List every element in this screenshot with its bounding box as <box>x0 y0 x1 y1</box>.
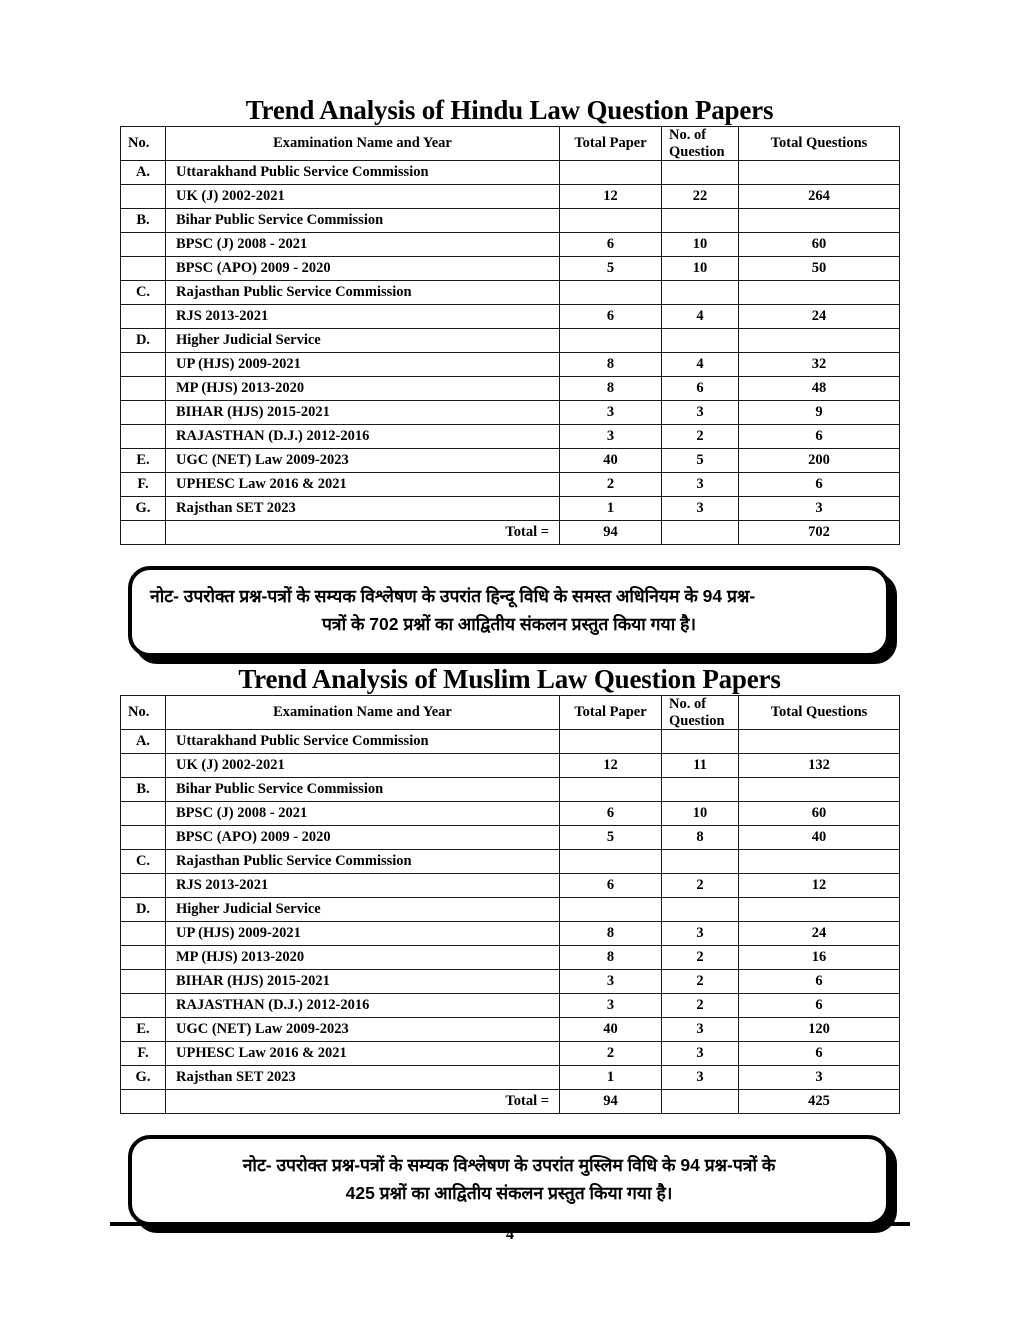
row-examination-name: UPHESC Law 2016 & 2021 <box>166 1041 560 1065</box>
row-total-paper: 3 <box>560 969 662 993</box>
row-examination-name: BIHAR (HJS) 2015-2021 <box>166 969 560 993</box>
row-no-of-question: 3 <box>662 1017 739 1041</box>
row-total-questions: 40 <box>739 825 900 849</box>
total-row-total-paper: 94 <box>560 520 662 544</box>
row-no-of-question <box>662 328 739 352</box>
row-total-paper: 40 <box>560 448 662 472</box>
row-total-paper: 1 <box>560 1065 662 1089</box>
row-total-paper: 40 <box>560 1017 662 1041</box>
row-no-of-question: 11 <box>662 753 739 777</box>
row-examination-name: Rajsthan SET 2023 <box>166 1065 560 1089</box>
row-no: E. <box>121 1017 166 1041</box>
row-total-paper <box>560 849 662 873</box>
row-total-questions <box>739 849 900 873</box>
row-total-paper <box>560 280 662 304</box>
row-no-of-question: 6 <box>662 376 739 400</box>
note-text-line-2: 425 प्रश्नों का आद्वितीय संकलन प्रस्तुत किया गया है। <box>345 1183 673 1204</box>
row-total-paper <box>560 160 662 184</box>
row-total-paper: 5 <box>560 256 662 280</box>
row-no: C. <box>121 280 166 304</box>
row-total-questions <box>739 729 900 753</box>
row-total-paper: 8 <box>560 945 662 969</box>
column-header-question-line2: Question <box>669 712 725 729</box>
row-examination-name: BPSC (APO) 2009 - 2020 <box>166 256 560 280</box>
row-no-of-question: 3 <box>662 1065 739 1089</box>
note-text-line-1: नोट- उपरोक्त प्रश्न-पत्रों के सम्यक विश्लेषण के उपरांत हिन्दू विधि के समस्त अधिनियम के 94 प्रश्न- <box>150 586 756 606</box>
table-row <box>121 729 900 753</box>
page-title-muslim-law: Trend Analysis of Muslim Law Question Papers <box>238 664 781 694</box>
column-header-total-paper: Total Paper <box>560 696 662 729</box>
row-total-paper: 2 <box>560 1041 662 1065</box>
row-no-of-question: 22 <box>662 184 739 208</box>
table-row <box>121 921 900 945</box>
table-header-row <box>121 127 900 160</box>
row-examination-name: BPSC (APO) 2009 - 2020 <box>166 825 560 849</box>
row-no-of-question: 5 <box>662 448 739 472</box>
row-no-of-question: 10 <box>662 256 739 280</box>
row-examination-name: UP (HJS) 2009-2021 <box>166 352 560 376</box>
row-total-paper <box>560 777 662 801</box>
total-row-no <box>121 520 166 544</box>
row-examination-name: Rajasthan Public Service Commission <box>166 280 560 304</box>
row-no <box>121 400 166 424</box>
row-total-questions <box>739 897 900 921</box>
row-no-of-question: 3 <box>662 921 739 945</box>
row-total-paper <box>560 897 662 921</box>
row-no-of-question: 4 <box>662 304 739 328</box>
row-no: B. <box>121 208 166 232</box>
row-examination-name: UGC (NET) Law 2009-2023 <box>166 1017 560 1041</box>
table-row <box>121 753 900 777</box>
column-header-no-of-line1: No. of <box>669 127 707 144</box>
row-examination-name: BPSC (J) 2008 - 2021 <box>166 801 560 825</box>
row-examination-name: RAJASTHAN (D.J.) 2012-2016 <box>166 424 560 448</box>
note-box-border <box>128 566 890 657</box>
row-total-paper: 6 <box>560 801 662 825</box>
row-no-of-question <box>662 729 739 753</box>
row-no <box>121 873 166 897</box>
row-no: G. <box>121 1065 166 1089</box>
row-total-questions <box>739 777 900 801</box>
column-header-examination: Examination Name and Year <box>166 696 560 729</box>
row-no: D. <box>121 328 166 352</box>
table-row <box>121 448 900 472</box>
section-muslim-law <box>120 664 899 1204</box>
row-total-paper: 8 <box>560 376 662 400</box>
total-row-no-of-question <box>662 1089 739 1113</box>
column-header-no: No. <box>121 696 166 729</box>
note-box-muslim-law <box>128 1135 890 1226</box>
column-header-no-of-line1: No. of <box>669 696 707 713</box>
table-row <box>121 993 900 1017</box>
table-row <box>121 472 900 496</box>
table-row <box>121 208 900 232</box>
row-examination-name: BIHAR (HJS) 2015-2021 <box>166 400 560 424</box>
section-hindu-law <box>120 95 899 635</box>
table-row <box>121 969 900 993</box>
row-examination-name: Bihar Public Service Commission <box>166 777 560 801</box>
row-examination-name: UPHESC Law 2016 & 2021 <box>166 472 560 496</box>
row-no <box>121 232 166 256</box>
row-no <box>121 801 166 825</box>
row-no-of-question: 2 <box>662 873 739 897</box>
row-no-of-question <box>662 849 739 873</box>
table-row <box>121 849 900 873</box>
column-header-no-of-question <box>662 696 739 729</box>
row-examination-name: Rajasthan Public Service Commission <box>166 849 560 873</box>
row-total-questions: 6 <box>739 472 900 496</box>
table-row <box>121 304 900 328</box>
row-no <box>121 184 166 208</box>
table-row <box>121 777 900 801</box>
row-no-of-question: 2 <box>662 969 739 993</box>
row-total-paper: 1 <box>560 496 662 520</box>
row-no-of-question: 2 <box>662 993 739 1017</box>
row-no-of-question: 10 <box>662 801 739 825</box>
row-total-paper: 3 <box>560 993 662 1017</box>
page-number: 4 <box>506 1226 514 1243</box>
row-no-of-question <box>662 897 739 921</box>
table-row <box>121 496 900 520</box>
row-total-questions: 3 <box>739 496 900 520</box>
table-row <box>121 376 900 400</box>
note-text-line-2: पत्रों के 702 प्रश्नों का आद्वितीय संकलन प्रस्तुत किया गया है। <box>321 614 697 635</box>
row-total-questions: 3 <box>739 1065 900 1089</box>
column-header-total-paper: Total Paper <box>560 127 662 160</box>
row-total-paper: 6 <box>560 304 662 328</box>
row-examination-name: Bihar Public Service Commission <box>166 208 560 232</box>
row-total-paper: 3 <box>560 424 662 448</box>
row-total-questions <box>739 280 900 304</box>
table-row <box>121 1017 900 1041</box>
row-total-questions: 60 <box>739 801 900 825</box>
row-no <box>121 945 166 969</box>
table-total-row <box>121 1089 900 1113</box>
table-row <box>121 424 900 448</box>
row-examination-name: Higher Judicial Service <box>166 897 560 921</box>
row-no-of-question: 2 <box>662 424 739 448</box>
table-row <box>121 801 900 825</box>
table-row <box>121 280 900 304</box>
row-no-of-question <box>662 777 739 801</box>
column-header-total-questions: Total Questions <box>739 127 900 160</box>
table-row <box>121 184 900 208</box>
row-no-of-question: 8 <box>662 825 739 849</box>
row-examination-name: UK (J) 2002-2021 <box>166 184 560 208</box>
row-total-questions: 60 <box>739 232 900 256</box>
row-no <box>121 753 166 777</box>
row-examination-name: UK (J) 2002-2021 <box>166 753 560 777</box>
row-total-questions: 24 <box>739 921 900 945</box>
row-no <box>121 256 166 280</box>
row-total-questions <box>739 208 900 232</box>
note-box-border <box>128 1135 890 1226</box>
row-total-questions: 16 <box>739 945 900 969</box>
row-examination-name: RJS 2013-2021 <box>166 873 560 897</box>
table-hindu-law <box>120 126 900 544</box>
row-total-questions: 6 <box>739 993 900 1017</box>
table-row <box>121 873 900 897</box>
row-no <box>121 424 166 448</box>
row-no <box>121 825 166 849</box>
row-total-paper: 8 <box>560 921 662 945</box>
table-row <box>121 352 900 376</box>
row-no-of-question: 3 <box>662 1041 739 1065</box>
row-total-questions: 200 <box>739 448 900 472</box>
row-no-of-question: 4 <box>662 352 739 376</box>
row-total-paper: 2 <box>560 472 662 496</box>
row-total-questions: 9 <box>739 400 900 424</box>
row-total-questions: 48 <box>739 376 900 400</box>
row-no-of-question <box>662 208 739 232</box>
table-row <box>121 160 900 184</box>
column-header-question-line2: Question <box>669 143 725 160</box>
note-text-line-1: नोट- उपरोक्त प्रश्न-पत्रों के सम्यक विश्लेषण के उपरांत मुस्लिम विधि के 94 प्रश्न-पत्रों के <box>242 1155 776 1175</box>
row-total-questions <box>739 160 900 184</box>
row-no <box>121 969 166 993</box>
row-total-paper: 6 <box>560 232 662 256</box>
row-total-paper: 12 <box>560 753 662 777</box>
total-row-total-questions: 702 <box>739 520 900 544</box>
row-examination-name: Uttarakhand Public Service Commission <box>166 729 560 753</box>
row-total-paper: 6 <box>560 873 662 897</box>
row-no <box>121 921 166 945</box>
total-row-total-paper: 94 <box>560 1089 662 1113</box>
table-row <box>121 328 900 352</box>
row-total-questions: 6 <box>739 424 900 448</box>
table-row <box>121 897 900 921</box>
table-row <box>121 945 900 969</box>
row-total-questions: 6 <box>739 969 900 993</box>
column-header-examination: Examination Name and Year <box>166 127 560 160</box>
row-total-paper: 8 <box>560 352 662 376</box>
total-row-label: Total = <box>166 1089 560 1113</box>
row-total-questions: 264 <box>739 184 900 208</box>
row-no: C. <box>121 849 166 873</box>
row-total-questions: 6 <box>739 1041 900 1065</box>
row-examination-name: MP (HJS) 2013-2020 <box>166 376 560 400</box>
row-total-questions: 24 <box>739 304 900 328</box>
row-total-paper: 5 <box>560 825 662 849</box>
row-total-paper: 12 <box>560 184 662 208</box>
row-no-of-question: 3 <box>662 400 739 424</box>
row-no: D. <box>121 897 166 921</box>
row-no: A. <box>121 729 166 753</box>
row-examination-name: Higher Judicial Service <box>166 328 560 352</box>
note-box-hindu-law <box>128 566 890 657</box>
table-total-row <box>121 520 900 544</box>
row-no <box>121 376 166 400</box>
row-total-paper <box>560 328 662 352</box>
total-row-total-questions: 425 <box>739 1089 900 1113</box>
row-examination-name: RAJASTHAN (D.J.) 2012-2016 <box>166 993 560 1017</box>
row-no-of-question <box>662 280 739 304</box>
row-examination-name: RJS 2013-2021 <box>166 304 560 328</box>
row-total-paper: 3 <box>560 400 662 424</box>
row-examination-name: UP (HJS) 2009-2021 <box>166 921 560 945</box>
total-row-no-of-question <box>662 520 739 544</box>
row-no: B. <box>121 777 166 801</box>
row-no <box>121 352 166 376</box>
row-no <box>121 993 166 1017</box>
row-examination-name: Rajsthan SET 2023 <box>166 496 560 520</box>
total-row-no <box>121 1089 166 1113</box>
row-examination-name: UGC (NET) Law 2009-2023 <box>166 448 560 472</box>
row-total-paper <box>560 208 662 232</box>
row-no-of-question: 2 <box>662 945 739 969</box>
row-no-of-question <box>662 160 739 184</box>
row-no-of-question: 3 <box>662 472 739 496</box>
column-header-total-questions: Total Questions <box>739 696 900 729</box>
row-no: E. <box>121 448 166 472</box>
row-total-questions <box>739 328 900 352</box>
row-no: F. <box>121 472 166 496</box>
row-examination-name: MP (HJS) 2013-2020 <box>166 945 560 969</box>
table-row <box>121 256 900 280</box>
page-title-hindu-law: Trend Analysis of Hindu Law Question Papers <box>245 95 774 125</box>
row-total-paper <box>560 729 662 753</box>
table-row <box>121 400 900 424</box>
row-no-of-question: 3 <box>662 496 739 520</box>
row-total-questions: 132 <box>739 753 900 777</box>
total-row-label: Total = <box>166 520 560 544</box>
column-header-no-of-question <box>662 127 739 160</box>
table-muslim-law <box>120 695 900 1113</box>
table-row <box>121 232 900 256</box>
row-no: F. <box>121 1041 166 1065</box>
table-row <box>121 1065 900 1089</box>
row-total-questions: 50 <box>739 256 900 280</box>
row-no: G. <box>121 496 166 520</box>
row-no: A. <box>121 160 166 184</box>
row-examination-name: BPSC (J) 2008 - 2021 <box>166 232 560 256</box>
row-examination-name: Uttarakhand Public Service Commission <box>166 160 560 184</box>
row-no-of-question: 10 <box>662 232 739 256</box>
table-header-row <box>121 696 900 729</box>
row-total-questions: 32 <box>739 352 900 376</box>
table-row <box>121 1041 900 1065</box>
column-header-no: No. <box>121 127 166 160</box>
row-no <box>121 304 166 328</box>
row-total-questions: 12 <box>739 873 900 897</box>
row-total-questions: 120 <box>739 1017 900 1041</box>
table-row <box>121 825 900 849</box>
